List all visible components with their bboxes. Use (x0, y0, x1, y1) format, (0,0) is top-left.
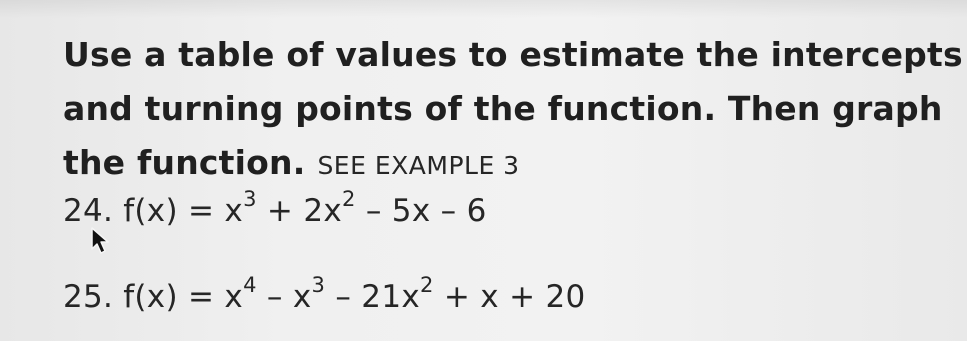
exponent: 2 (420, 272, 434, 297)
page-shadow (0, 0, 967, 18)
exponent: 3 (243, 186, 257, 211)
expression-part: f(x) = x (123, 279, 244, 315)
problem-number: 24. (63, 193, 114, 229)
instructions-line-2: and turning points of the function. Then graph (63, 89, 943, 128)
see-example-reference[interactable]: SEE EXAMPLE 3 (317, 151, 520, 180)
expression-part: – 21x (325, 279, 421, 315)
expression-part: + 2x (256, 193, 343, 229)
function-expression (123, 186, 487, 229)
problem-24 (63, 186, 487, 229)
instructions-line-3-text: the function. (63, 143, 306, 182)
instructions-line-1: Use a table of values to estimate the intercepts (63, 35, 963, 74)
exponent: 4 (243, 272, 257, 297)
instructions-text (63, 28, 963, 193)
expression-part: + x + 20 (433, 279, 586, 315)
problem-25 (63, 272, 586, 315)
problem-number: 25. (63, 279, 114, 315)
exponent: 3 (311, 272, 326, 297)
arrow-cursor-icon (88, 225, 114, 255)
exponent: 2 (342, 186, 356, 211)
expression-part: – x (256, 279, 312, 315)
expression-part: – 5x – 6 (355, 193, 487, 229)
expression-part: f(x) = x (123, 193, 244, 229)
function-expression (123, 272, 586, 315)
instructions-line-3 (63, 136, 943, 193)
